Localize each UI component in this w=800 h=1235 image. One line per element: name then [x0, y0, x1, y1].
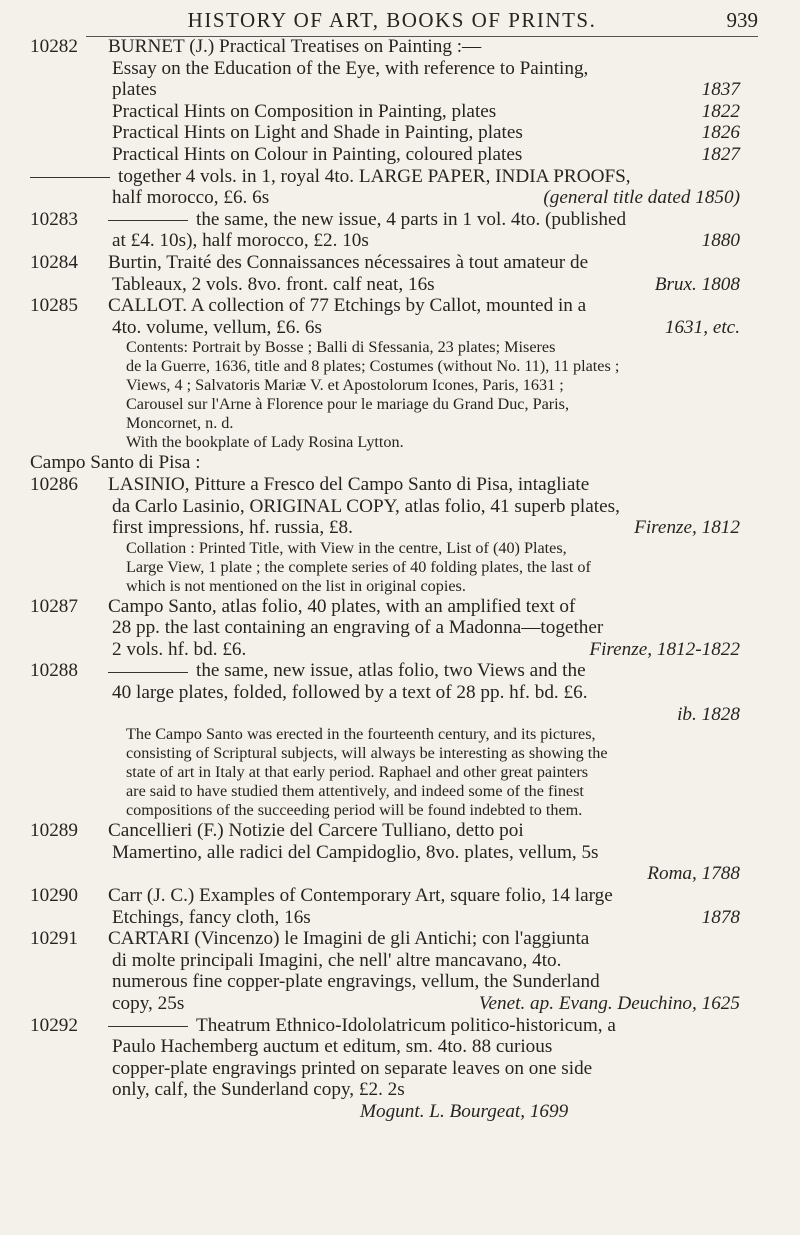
entry-line [30, 539, 740, 558]
entry-line [30, 617, 740, 639]
entry-text: di molte principali Imagini, che nell' altre mancavano, 4to. [112, 949, 562, 971]
lot-number: 10290 [30, 885, 78, 907]
entry-text: Cancellieri (F.) Notizie del Carcere Tulliano, detto poi [108, 820, 524, 842]
entry-text: Large View, 1 plate ; the complete series of 40 folding plates, the last of [126, 557, 591, 576]
entry-line [30, 801, 740, 820]
entry-line [30, 950, 740, 972]
entry-line [30, 863, 740, 885]
entry-text: BURNET (J.) Practical Treatises on Painting :— [108, 36, 482, 57]
lot-number: 10284 [30, 251, 78, 273]
entry-line [30, 763, 740, 782]
entry-line [30, 122, 740, 144]
entry-line [30, 317, 740, 339]
imprint: 1631, etc. [664, 316, 740, 338]
ditto-dash [108, 220, 188, 221]
entry-text: which is not mentioned on the list in original copies. [126, 576, 466, 595]
entry-text: Practical Hints on Colour in Painting, coloured plates [112, 143, 523, 165]
entry-text: only, calf, the Sunderland copy, £2. 2s [112, 1079, 405, 1101]
entry-text: the same, new issue, atlas folio, two Views and the [196, 660, 586, 682]
catalogue-entry [30, 252, 740, 295]
entry-text: Carr (J. C.) Examples of Contemporary Art, square folio, 14 large [108, 885, 613, 907]
entry-line [30, 558, 740, 577]
entry-text: copy, 25s [112, 993, 185, 1014]
entry-line [30, 1101, 740, 1123]
imprint: ib. 1828 [677, 703, 740, 725]
imprint: 1826 [701, 122, 740, 144]
entry-text: Collation : Printed Title, with View in the centre, List of (40) Plates, [126, 538, 567, 557]
entry-text: numerous fine copper-plate engravings, vellum, the Sunderland [112, 971, 600, 993]
header-title: HISTORY OF ART, BOOKS OF PRINTS. [187, 8, 597, 32]
entry-line [30, 885, 740, 907]
entry-line [30, 274, 740, 296]
entry-line [30, 295, 740, 317]
entry-text: Practical Hints on Composition in Painting, plates [112, 100, 497, 122]
entry-line [30, 660, 740, 682]
imprint: 1878 [701, 906, 740, 928]
entry-text: Campo Santo, atlas folio, 40 plates, with an amplified text of [108, 595, 576, 617]
entry-text: Mogunt. L. Bourgeat, 1699 [360, 1100, 569, 1122]
imprint: (general title dated 1850) [543, 187, 740, 209]
entry-line [30, 252, 740, 274]
entry-text: state of art in Italy at that early period. Raphael and other great painters [126, 763, 589, 782]
imprint: Venet. ap. Evang. Deuchino, 1625 [478, 993, 740, 1014]
entry-text: plates [112, 79, 157, 101]
catalogue-entry [30, 36, 740, 209]
lot-number: 10292 [30, 1014, 78, 1036]
lot-number: 10287 [30, 595, 78, 617]
entry-line [30, 1015, 740, 1037]
entry-text: Carousel sur l'Arne à Florence pour le mariage du Grand Duc, Paris, [126, 395, 569, 414]
entry-text: 28 pp. the last containing an engraving of a Madonna—together [112, 617, 604, 639]
lot-number: 10285 [30, 295, 78, 317]
entry-text: together 4 vols. in 1, royal 4to. LARGE PAPER, INDIA PROOFS, [118, 165, 631, 187]
imprint: 1880 [701, 230, 740, 252]
entry-line [30, 79, 740, 101]
entry-line [30, 907, 740, 929]
catalogue-entry [30, 928, 740, 1014]
page-number: 939 [726, 8, 758, 32]
entry-text: 4to. volume, vellum, £6. 6s [112, 316, 322, 338]
lot-number: 10283 [30, 208, 78, 230]
entry-line [30, 820, 740, 842]
catalogue-entry [30, 885, 740, 928]
imprint: 1837 [701, 79, 740, 101]
lot-number: 10289 [30, 820, 78, 842]
entry-line [30, 187, 740, 209]
entry-line [30, 58, 740, 80]
entry-text: at £4. 10s), half morocco, £2. 10s [112, 230, 369, 252]
entry-text: Campo Santo di Pisa : [30, 452, 201, 474]
entry-line [30, 376, 740, 395]
entry-line [30, 496, 740, 518]
entry-text: LASINIO, Pitture a Fresco del Campo Santo di Pisa, intagliate [108, 473, 590, 495]
entry-text: copper-plate engravings printed on separate leaves on one side [112, 1057, 593, 1079]
entry-text: Tableaux, 2 vols. 8vo. front. calf neat, 16s [112, 273, 435, 295]
entry-line [30, 36, 740, 58]
entry-text: first impressions, hf. russia, £8. [112, 517, 353, 539]
catalogue-entry [30, 474, 740, 596]
lot-number: 10282 [30, 36, 78, 57]
imprint: Firenze, 1812 [634, 517, 740, 539]
entry-text: de la Guerre, 1636, title and 8 plates; Costumes (without No. 11), 11 plates ; [126, 357, 620, 376]
lot-number: 10291 [30, 928, 78, 950]
imprint: Roma, 1788 [647, 863, 740, 885]
entry-line [30, 1058, 740, 1080]
entry-line [30, 577, 740, 596]
entry-line [30, 682, 740, 704]
entry-line [30, 1079, 740, 1101]
entry-line [30, 338, 740, 357]
imprint: 1822 [701, 100, 740, 122]
entry-text: The Campo Santo was erected in the fourteenth century, and its pictures, [126, 725, 596, 744]
entry-text: compositions of the succeeding period will be found indebted to them. [126, 801, 583, 820]
entry-line [30, 517, 740, 539]
entry-text: are said to have studied them attentively, and indeed some of the finest [126, 782, 584, 801]
entry-text: With the bookplate of Lady Rosina Lytton. [126, 433, 404, 452]
entry-text: Mamertino, alle radici del Campidoglio, 8vo. plates, vellum, 5s [112, 841, 599, 863]
entry-line [30, 704, 740, 726]
lot-number: 10288 [30, 660, 78, 682]
entry-line [30, 230, 740, 252]
entry-text: Theatrum Ethnico-Idololatricum politico-historicum, a [196, 1014, 616, 1036]
entry-text: 40 large plates, folded, followed by a text of 28 pp. hf. bd. £6. [112, 682, 588, 704]
running-header [86, 8, 758, 37]
entry-line [30, 782, 740, 801]
entry-line [30, 144, 740, 166]
entry-text: half morocco, £6. 6s [112, 187, 270, 209]
entry-line [30, 357, 740, 376]
entry-line [30, 395, 740, 414]
entry-text: Contents: Portrait by Bosse ; Balli di Sfessania, 23 plates; Miseres [126, 338, 556, 357]
catalogue-entry [30, 295, 740, 452]
catalogue-entries [30, 36, 740, 1123]
ditto-dash [30, 177, 110, 178]
entry-text: Burtin, Traité des Connaissances nécessaires à tout amateur de [108, 251, 589, 273]
entry-text: the same, the new issue, 4 parts in 1 vol. 4to. (published [196, 208, 627, 230]
entry-text: da Carlo Lasinio, ORIGINAL COPY, atlas folio, 41 superb plates, [112, 495, 620, 517]
entry-line [30, 842, 740, 864]
entry-line [30, 639, 740, 661]
entry-line [30, 414, 740, 433]
catalogue-entry [30, 820, 740, 885]
entry-text: Etchings, fancy cloth, 16s [112, 906, 311, 928]
catalogue-entry [30, 452, 740, 474]
lot-number: 10286 [30, 473, 78, 495]
entry-line [30, 596, 740, 618]
entry-text: CALLOT. A collection of 77 Etchings by Callot, mounted in a [108, 295, 587, 317]
imprint: 1827 [701, 143, 740, 165]
ditto-dash [108, 672, 188, 673]
entry-line [30, 433, 740, 452]
entry-line [30, 725, 740, 744]
entry-line [30, 101, 740, 123]
catalogue-entry [30, 596, 740, 661]
ditto-dash [108, 1026, 188, 1027]
entry-line [30, 1036, 740, 1058]
entry-line [30, 744, 740, 763]
entry-line [30, 971, 740, 993]
entry-text: Views, 4 ; Salvatoris Mariæ V. et Apostolorum Icones, Paris, 1631 ; [126, 376, 564, 395]
entry-text: CARTARI (Vincenzo) le Imagini de gli Antichi; con l'aggiunta [108, 928, 590, 950]
entry-line [30, 166, 740, 188]
entry-text: Moncornet, n. d. [126, 414, 234, 433]
entry-text: Essay on the Education of the Eye, with reference to Painting, [112, 57, 589, 79]
entry-line [30, 928, 740, 950]
entry-text: Practical Hints on Light and Shade in Painting, plates [112, 122, 523, 144]
catalogue-entry [30, 1015, 740, 1123]
entry-text: 2 vols. hf. bd. £6. [112, 638, 247, 660]
entry-text: Paulo Hachemberg auctum et editum, sm. 4to. 88 curious [112, 1036, 553, 1058]
catalogue-entry [30, 209, 740, 252]
entry-line [30, 452, 740, 474]
entry-text: consisting of Scriptural subjects, will always be interesting as showing the [126, 744, 608, 763]
entry-line [30, 993, 740, 1015]
entry-line [30, 474, 740, 496]
imprint: Firenze, 1812-1822 [589, 638, 740, 660]
catalogue-entry [30, 660, 740, 820]
imprint: Brux. 1808 [654, 273, 740, 295]
entry-line [30, 209, 740, 231]
